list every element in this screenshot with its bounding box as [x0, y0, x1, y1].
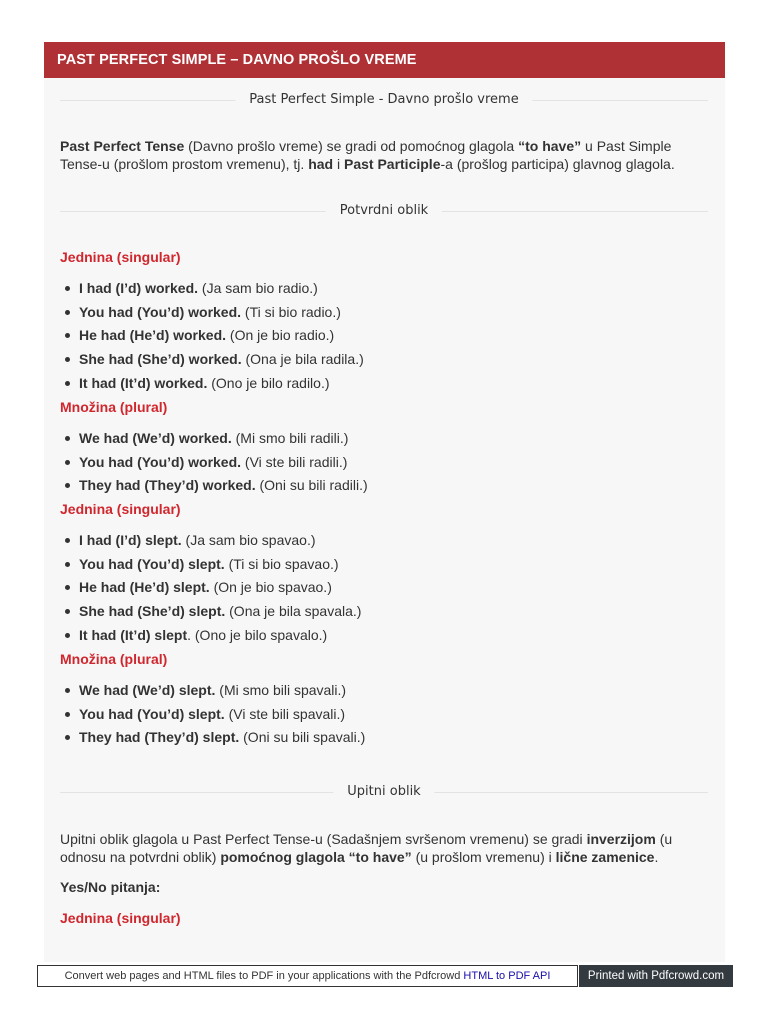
- group-heading: Jednina (singular): [60, 249, 181, 265]
- section-divider-intro: [60, 90, 708, 110]
- conjugation-list: [60, 279, 364, 397]
- list-item: We had (We’d) worked. (Mi smo bili radili.): [60, 429, 368, 453]
- page-title: PAST PERFECT SIMPLE – DAVNO PROŠLO VREME: [44, 42, 725, 78]
- conjugation-list: [60, 531, 361, 649]
- list-item: She had (She’d) worked. (Ona je bila radila.): [60, 350, 364, 374]
- list-item: She had (She’d) slept. (Ona je bila spavala.): [60, 602, 361, 626]
- content-card: [44, 42, 725, 962]
- list-item: You had (You’d) worked. (Vi ste bili radili.): [60, 453, 368, 477]
- group-heading: Množina (plural): [60, 651, 168, 667]
- intro-paragraph: [60, 137, 700, 173]
- group-heading: Množina (plural): [60, 399, 168, 415]
- list-item: I had (I’d) worked. (Ja sam bio radio.): [60, 279, 364, 303]
- banner-text: Convert web pages and HTML files to PDF in your applications with the Pdfcrowd: [64, 970, 464, 982]
- list-item: We had (We’d) slept. (Mi smo bili spavali.): [60, 681, 365, 705]
- pdfcrowd-banner: [37, 965, 578, 987]
- group-heading: Jednina (singular): [60, 501, 181, 517]
- intro-text: u Past Simple Tense-u (prošlom prostom vremenu), tj.: [60, 138, 672, 172]
- question-paragraph: Upitni oblik glagola u Past Perfect Tense-u (Sadašnjem svršenom vremenu) se gradi inverzijom (u odnosu na potvrdni oblik) pomoćnog glagola “to have” (u prošlom vremenu) i lične zamenice.: [60, 831, 673, 865]
- intro-text: i: [333, 156, 344, 172]
- list-item: I had (I’d) slept. (Ja sam bio spavao.): [60, 531, 361, 555]
- group-heading: Jednina (singular): [60, 910, 181, 926]
- section-title: Upitni oblik: [333, 782, 434, 802]
- list-item: He had (He’d) slept. (On je bio spavao.): [60, 578, 361, 602]
- list-item: It had (It’d) slept. (Ono je bilo spavalo.): [60, 626, 361, 650]
- yes-no-label: Yes/No pitanja:: [60, 879, 161, 895]
- intro-text: (Davno prošlo vreme) se gradi od pomoćnog glagola: [184, 138, 519, 154]
- intro-term: Past Perfect Tense: [60, 138, 185, 154]
- section-divider-affirmative: [60, 201, 708, 221]
- list-item: You had (You’d) slept. (Ti si bio spavao.): [60, 555, 361, 579]
- printed-with-badge[interactable]: Printed with Pdfcrowd.com: [579, 965, 733, 987]
- list-item: You had (You’d) worked. (Ti si bio radio.): [60, 303, 364, 327]
- conjugation-list: [60, 429, 368, 500]
- list-item: It had (It’d) worked. (Ono je bilo radilo.): [60, 374, 364, 398]
- html-to-pdf-api-link[interactable]: HTML to PDF API: [463, 970, 551, 982]
- section-title: Potvrdni oblik: [326, 201, 442, 221]
- intro-term: “to have”: [518, 138, 582, 154]
- list-item: They had (They’d) worked. (Oni su bili radili.): [60, 476, 368, 500]
- list-item: He had (He’d) worked. (On je bio radio.): [60, 326, 364, 350]
- intro-term: had: [308, 156, 334, 172]
- conjugation-list: [60, 681, 365, 752]
- intro-term: Past Participle: [343, 156, 441, 172]
- list-item: They had (They’d) slept. (Oni su bili spavali.): [60, 728, 365, 752]
- intro-text: -a (prošlog participa) glavnog glagola.: [440, 156, 675, 172]
- section-title: Past Perfect Simple - Davno prošlo vreme: [235, 90, 532, 110]
- list-item: You had (You’d) slept. (Vi ste bili spavali.): [60, 705, 365, 729]
- section-divider-question: [60, 782, 708, 802]
